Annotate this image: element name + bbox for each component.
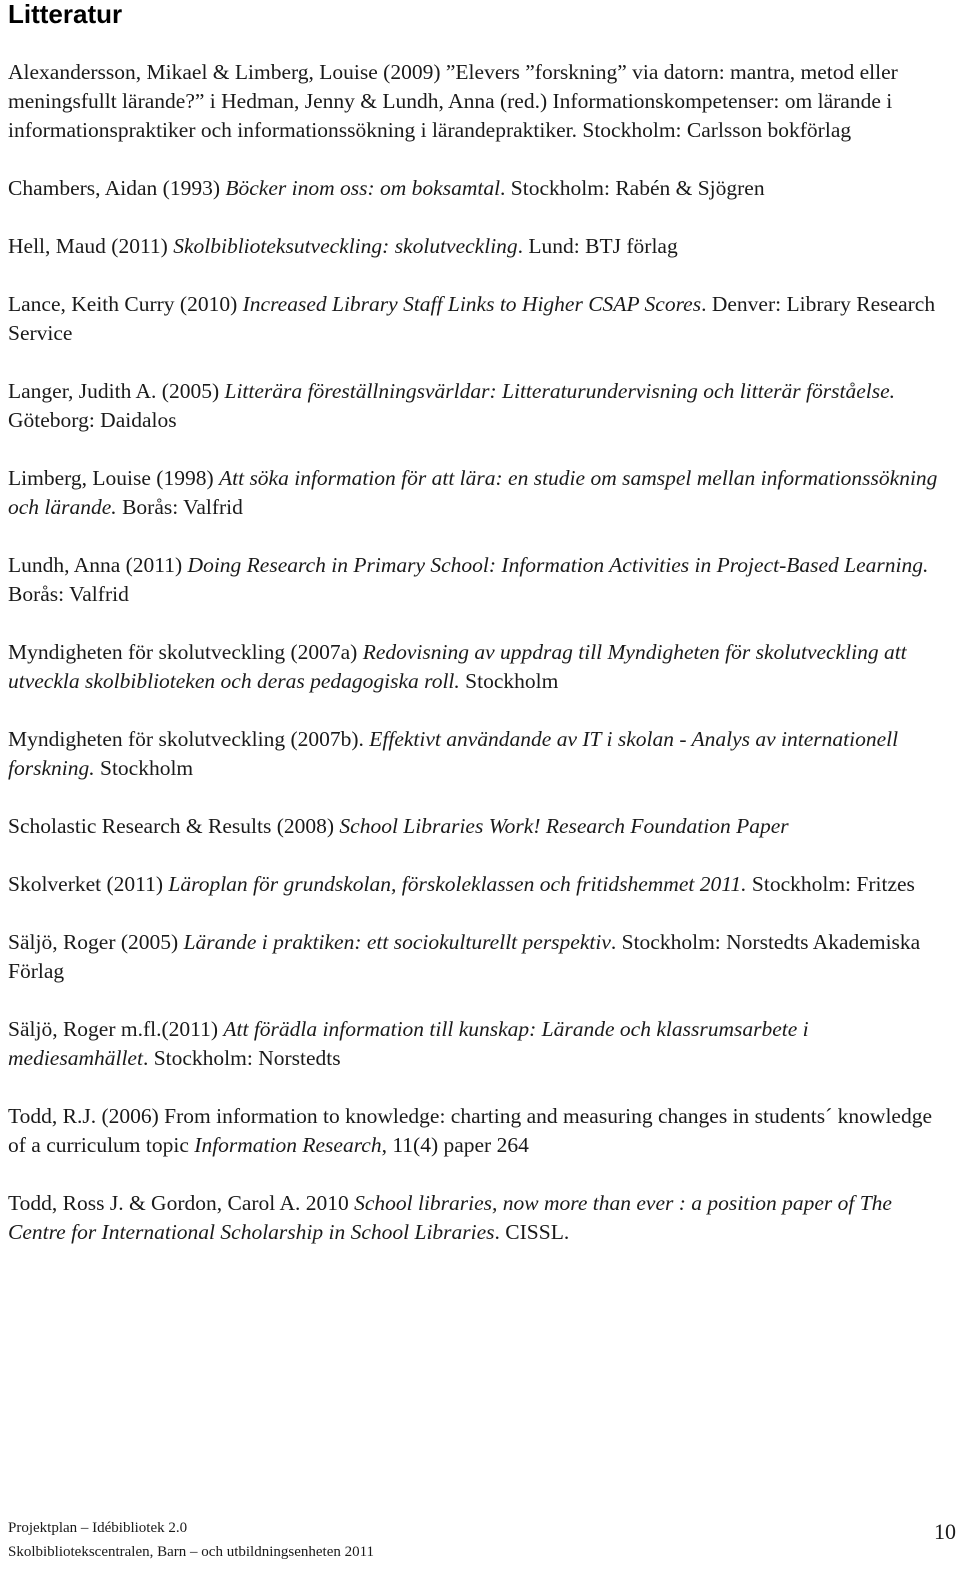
page-number: 10 bbox=[934, 1519, 956, 1544]
reference-text: . Stockholm: Norstedts bbox=[142, 1046, 341, 1070]
reference-title: Att söka information för att lära: en studie om samspel mellan informationssökning och lärande. bbox=[8, 466, 938, 519]
reference-entry bbox=[8, 174, 943, 203]
reference-entry bbox=[8, 725, 943, 783]
reference-entry bbox=[8, 58, 943, 145]
reference-entry bbox=[8, 928, 943, 986]
reference-text: Stockholm bbox=[459, 669, 559, 693]
reference-text: Stockholm bbox=[94, 756, 194, 780]
reference-text: Lance, Keith Curry (2010) bbox=[8, 292, 243, 316]
reference-entry bbox=[8, 290, 943, 348]
reference-text: Borås: Valfrid bbox=[8, 582, 129, 606]
footer bbox=[8, 1516, 374, 1564]
reference-list bbox=[8, 58, 943, 1276]
reference-title: Litterära föreställningsvärldar: Litteraturundervisning och litterär förståelse. bbox=[224, 379, 895, 403]
reference-text: . Stockholm: Rabén & Sjögren bbox=[500, 176, 765, 200]
reference-text: Stockholm: Fritzes bbox=[746, 872, 915, 896]
reference-title: Effektivt användande av IT i skolan - Analys av internationell forskning. bbox=[8, 727, 899, 780]
reference-title: School Libraries Work! Research Foundation Paper bbox=[339, 814, 789, 838]
reference-text: Lundh, Anna (2011) bbox=[8, 553, 188, 577]
reference-text: Skolverket (2011) bbox=[8, 872, 169, 896]
reference-title: Att förädla information till kunskap: Lärande och klassrumsarbete i mediesamhället bbox=[8, 1017, 809, 1070]
footer-project-line: Projektplan – Idébibliotek 2.0 bbox=[8, 1520, 188, 1536]
reference-entry bbox=[8, 812, 943, 841]
reference-entry bbox=[8, 1189, 943, 1247]
reference-title: Läroplan för grundskolan, förskoleklassen och fritidshemmet 2011. bbox=[168, 872, 747, 896]
reference-text: . CISSL. bbox=[494, 1220, 570, 1244]
reference-title: Lärande i praktiken: ett sociokulturellt perspektiv bbox=[183, 930, 611, 954]
reference-text: Chambers, Aidan (1993) bbox=[8, 176, 226, 200]
reference-text: Hell, Maud (2011) bbox=[8, 234, 174, 258]
reference-entry bbox=[8, 232, 943, 261]
reference-text: . Denver: Library Research Service bbox=[8, 292, 936, 345]
reference-entry bbox=[8, 377, 943, 435]
reference-title: Böcker inom oss: om boksamtal bbox=[225, 176, 501, 200]
reference-text: Borås: Valfrid bbox=[116, 495, 243, 519]
footer-organization-line: Skolbibliotekscentralen, Barn – och utbildningsenheten 2011 bbox=[8, 1544, 375, 1560]
reference-title: Redovisning av uppdrag till Myndigheten för skolutveckling att utveckla skolbiblioteken och deras pedagogiska roll. bbox=[8, 640, 907, 693]
reference-entry bbox=[8, 464, 943, 522]
reference-title: School libraries, now more than ever : a position paper of The Centre for International Scholarship in School Libraries bbox=[8, 1191, 892, 1244]
reference-title: Doing Research in Primary School: Information Activities in Project-Based Learning. bbox=[187, 553, 929, 577]
reference-text: . Stockholm: Norstedts Akademiska Förlag bbox=[8, 930, 921, 983]
reference-entry bbox=[8, 1102, 943, 1160]
reference-entry bbox=[8, 551, 943, 609]
reference-title: Information Research bbox=[194, 1133, 382, 1157]
reference-text: Säljö, Roger (2005) bbox=[8, 930, 184, 954]
reference-text: , 11(4) paper 264 bbox=[381, 1133, 529, 1157]
reference-text: Myndigheten för skolutveckling (2007a) bbox=[8, 640, 363, 664]
reference-entry bbox=[8, 870, 943, 899]
page-title: Litteratur bbox=[8, 0, 123, 29]
reference-text: Göteborg: Daidalos bbox=[8, 408, 177, 432]
reference-title: Increased Library Staff Links to Higher CSAP Scores bbox=[242, 292, 702, 316]
reference-text: Alexandersson, Mikael & Limberg, Louise (2009) ”Elevers ”forskning” via datorn: mantra, metod eller meningsfullt lärande?” i Hedman, Jenny & Lundh, Anna (red.) Informationskompetenser: om lärande i informationspraktiker och informationssökning i lärandepraktiker. Stockholm: Carlsson bokförlag bbox=[8, 60, 898, 142]
reference-title: Skolbiblioteksutveckling: skolutveckling bbox=[173, 234, 518, 258]
reference-text: Säljö, Roger m.fl.(2011) bbox=[8, 1017, 224, 1041]
reference-text: Langer, Judith A. (2005) bbox=[8, 379, 225, 403]
reference-text: Scholastic Research & Results (2008) bbox=[8, 814, 340, 838]
reference-text: Myndigheten för skolutveckling (2007b). bbox=[8, 727, 370, 751]
reference-text: Todd, R.J. (2006) From information to knowledge: charting and measuring changes in students´ knowledge of a curriculum topic bbox=[8, 1104, 933, 1157]
reference-entry bbox=[8, 1015, 943, 1073]
reference-text: Limberg, Louise (1998) bbox=[8, 466, 219, 490]
reference-entry bbox=[8, 638, 943, 696]
reference-text: . Lund: BTJ förlag bbox=[517, 234, 678, 258]
reference-text: Todd, Ross J. & Gordon, Carol A. 2010 bbox=[8, 1191, 355, 1215]
